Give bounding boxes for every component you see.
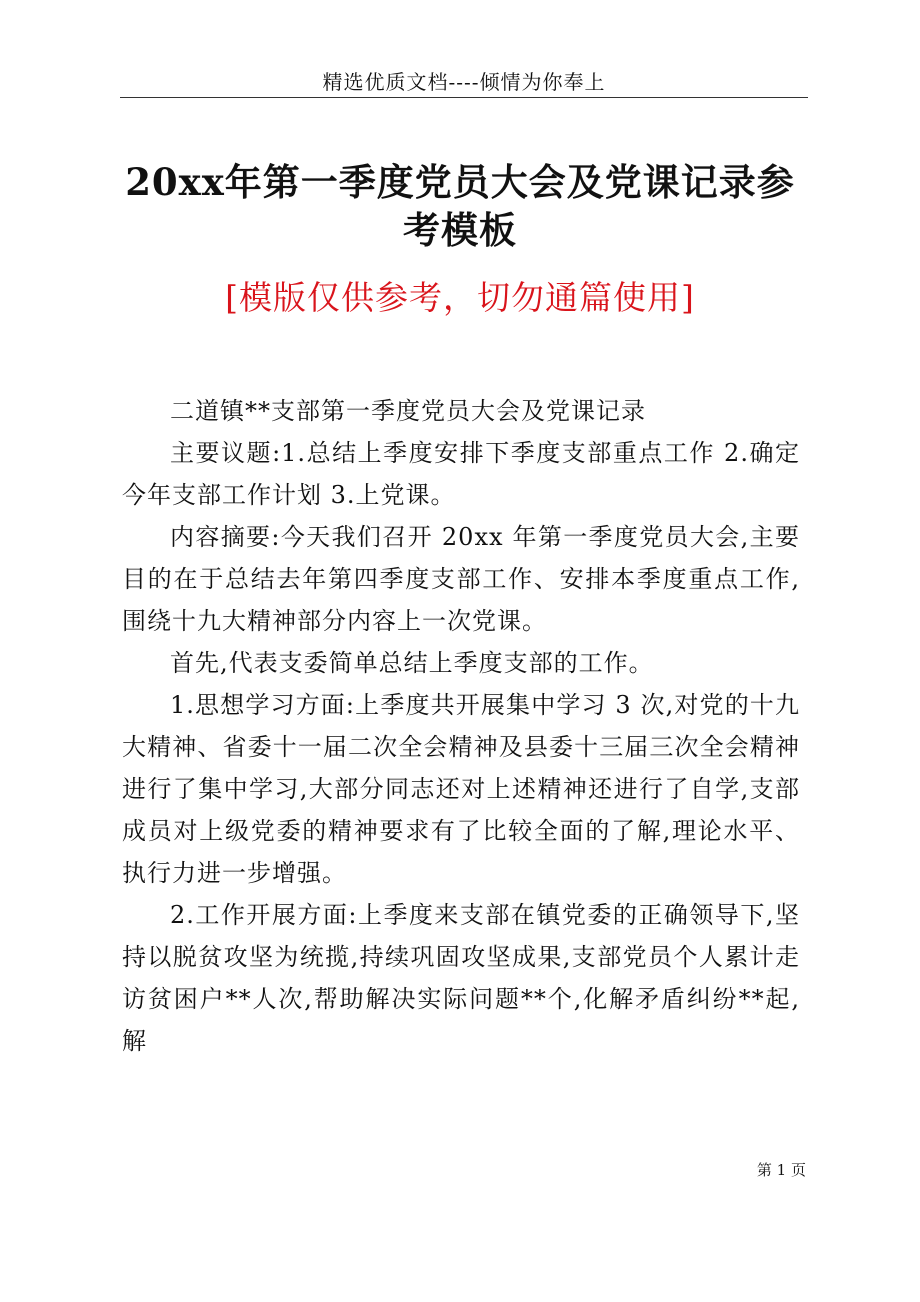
paragraph-main-topics: 主要议题:1.总结上季度安排下季度支部重点工作 2.确定今年支部工作计划 3.上党课。 (122, 439, 800, 509)
header-divider (120, 97, 808, 98)
paragraph-study: 1.思想学习方面:上季度共开展集中学习 3 次,对党的十九大精神、省委十一届二次全会精神及县委十三届三次全会精神进行了集中学习,大部分同志还对上述精神还进行了自学,支部成员对上级党委的精神要求有了比较全面的了解,理论水平、执行力进一步增强。 (122, 691, 800, 887)
template-notice: [模版仅供参考，切勿通篇使用] (225, 278, 695, 317)
paragraph-summary: 内容摘要:今天我们召开 20xx 年第一季度党员大会,主要目的在于总结去年第四季度支部工作、安排本季度重点工作,围绕十九大精神部分内容上一次党课。 (122, 523, 800, 635)
paragraph-intro: 首先,代表支委简单总结上季度支部的工作。 (170, 649, 654, 677)
document-title: 20xx年第一季度党员大会及党课记录参考模板 (125, 160, 795, 252)
page-header: 精选优质文档----倾情为你奉上 (322, 70, 606, 94)
paragraph-heading: 二道镇**支部第一季度党员大会及党课记录 (170, 397, 646, 425)
document-body (122, 390, 800, 1062)
paragraph-work: 2.工作开展方面:上季度来支部在镇党委的正确领导下,坚持以脱贫攻坚为统揽,持续巩固攻坚成果,支部党员个人累计走访贫困户**人次,帮助解决实际问题**个,化解矛盾纠纷**起,解 (122, 901, 800, 1055)
page-number: 第 1 页 (756, 1161, 806, 1179)
